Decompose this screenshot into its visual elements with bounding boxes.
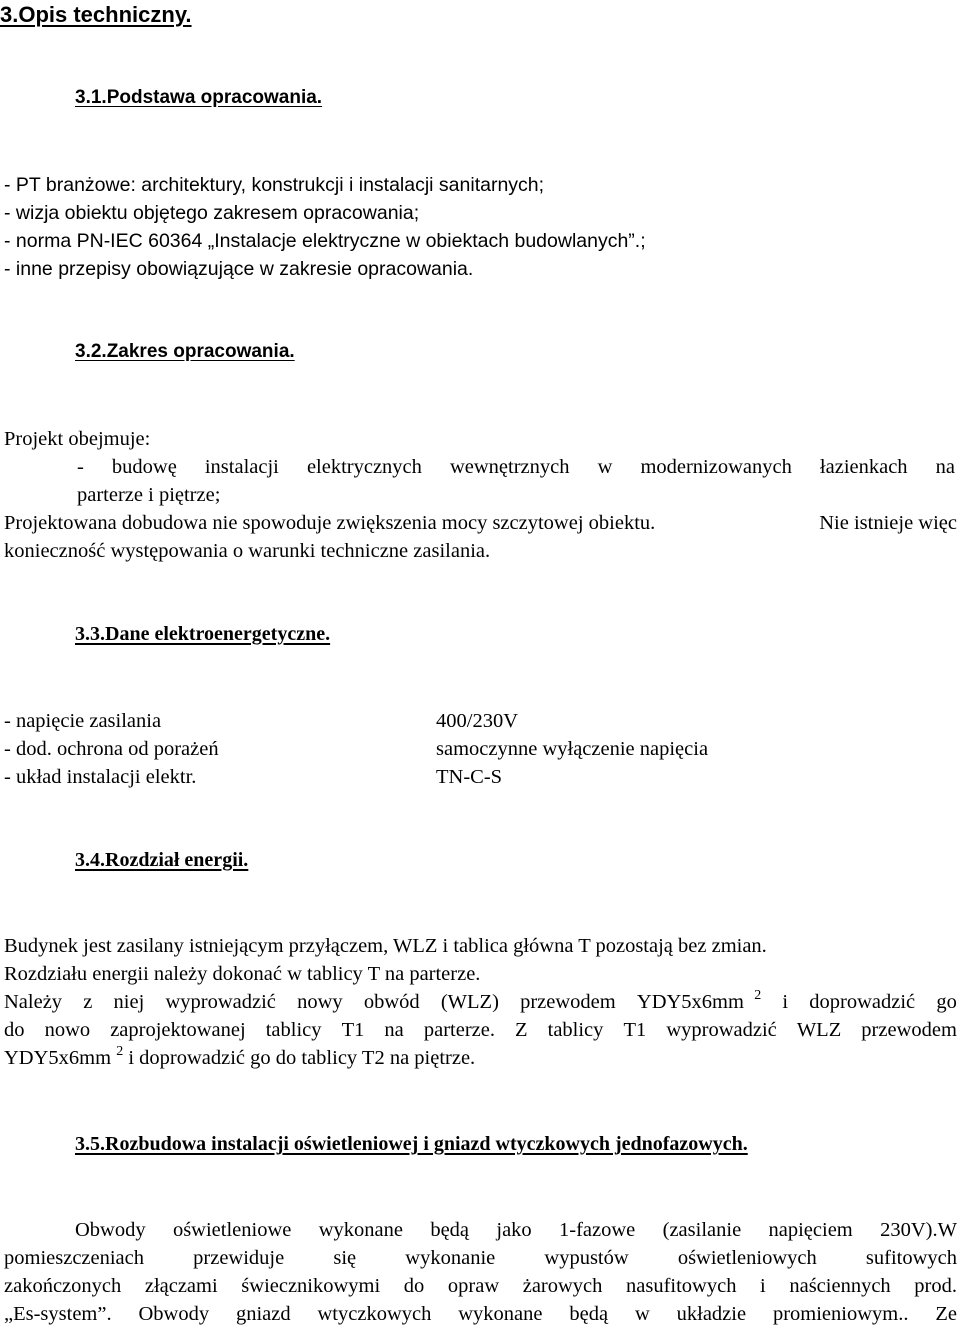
superscript: 2	[116, 1044, 124, 1059]
scope-item-line: - budowę instalacji elektrycznych wewnętrznych w modernizowanych łazienkach na	[77, 456, 955, 478]
scope-intro: Projekt obejmuje:	[4, 428, 151, 450]
section-3-2-heading: 3.2.Zakres opracowania.	[75, 341, 295, 362]
list-item: - inne przepisy obowiązujące w zakresie opracowania.	[4, 258, 474, 280]
paragraph-line: konieczność występowania o warunki techniczne zasilania.	[4, 540, 491, 562]
spec-label: - napięcie zasilania	[4, 710, 162, 732]
paragraph-line: Należy z niej wyprowadzić nowy obwód (WLZ) przewodem YDY5x6mm $^2$ i doprowadzić go	[4, 988, 957, 1013]
list-item: - PT branżowe: architektury, konstrukcji i instalacji sanitarnych;	[4, 174, 545, 196]
paragraph-line: YDY5x6mm $^2$ i doprowadzić go do tablicy T2 na piętrze.	[4, 1044, 476, 1069]
scope-item-line: parterze i piętrze;	[77, 484, 221, 506]
paragraph-line: Rozdziału energii należy dokonać w tablicy T na parterze.	[4, 963, 481, 985]
spec-label: - dod. ochrona od porażeń	[4, 738, 219, 760]
section-3-3-heading: 3.3.Dane elektroenergetyczne.	[75, 623, 331, 645]
paragraph-line: Obwody oświetleniowe wykonane będą jako 1-fazowe (zasilanie napięciem 230V).W	[75, 1219, 957, 1241]
spec-label: - układ instalacji elektr.	[4, 766, 197, 788]
section-3-4-heading: 3.4.Rozdział energii.	[75, 849, 249, 871]
paragraph-line: „Es-system”. Obwody gniazd wtyczkowych wykonane będą w układzie promieniowym.. Ze	[4, 1303, 957, 1325]
spec-value: 400/230V	[436, 710, 518, 732]
superscript: 2	[754, 988, 762, 1003]
list-item: - norma PN-IEC 60364 „Instalacje elektryczne w obiektach budowlanych”.;	[4, 230, 646, 252]
paragraph-line: do nowo zaprojektowanej tablicy T1 na parterze. Z tablicy T1 wyprowadzić WLZ przewodem	[4, 1019, 957, 1041]
spec-value: samoczynne wyłączenie napięcia	[436, 738, 709, 760]
paragraph-line: Projektowana dobudowa nie spowoduje zwiększenia mocy szczytowej obiektu. Nie istnieje więc	[4, 512, 957, 534]
spec-value: TN-C-S	[436, 766, 503, 788]
paragraph-line: pomieszczeniach przewiduje się wykonanie wypustów oświetleniowych sufitowych	[4, 1247, 957, 1269]
main-heading: 3.Opis techniczny.	[0, 2, 192, 27]
paragraph-line: Budynek jest zasilany istniejącym przyłączem, WLZ i tablica główna T pozostają bez zmian.	[4, 935, 767, 957]
section-3-5-heading: 3.5.Rozbudowa instalacji oświetleniowej i gniazd wtyczkowych jednofazowych.	[75, 1133, 748, 1155]
list-item: - wizja obiektu objętego zakresem opracowania;	[4, 202, 420, 224]
section-3-1-heading: 3.1.Podstawa opracowania.	[75, 87, 323, 108]
paragraph-line: zakończonych złączami świecznikowymi do opraw żarowych nasufitowych i naściennych prod.	[4, 1275, 957, 1297]
